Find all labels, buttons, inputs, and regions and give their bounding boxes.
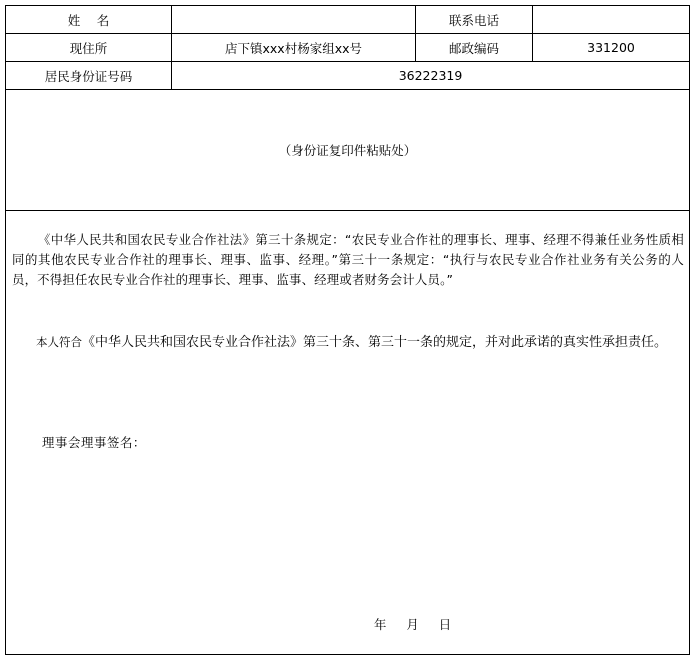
date-year-label: 年 (374, 617, 387, 632)
photo-row (6, 90, 690, 211)
commitment-prefix: 本人符合 (36, 335, 82, 349)
phone-field[interactable] (533, 6, 690, 34)
postcode-field[interactable]: 331200 (533, 34, 690, 62)
id-copy-paste-label: （身份证复印件粘贴处） (278, 143, 417, 158)
date-line (374, 615, 467, 633)
date-month-label: 月 (406, 617, 419, 632)
name-label: 姓 名 (6, 6, 172, 34)
id-copy-paste-area (6, 90, 690, 211)
id-row (6, 62, 690, 90)
phone-label: 联系电话 (416, 6, 533, 34)
law-citation-paragraph: 《中华人民共和国农民专业合作社法》第三十条规定：“农民专业合作社的理事长、理事、经理不得兼任业务性质相同的其他农民专业合作社的理事长、理事、监事、经理。”第三十一条规定：“执行与农民专业合作社业务有关公务的人员，不得担任农民专业合作社的理事长、理事、监事、经理或者财务会计人员。” (12, 232, 684, 287)
commitment-paragraph (12, 332, 684, 353)
id-label: 居民身份证号码 (6, 62, 172, 90)
address-field[interactable]: 店下镇xxx村杨家组xx号 (172, 34, 416, 62)
postcode-label: 邮政编码 (416, 34, 533, 62)
id-number-field[interactable]: 36222319 (172, 62, 690, 90)
date-day-label: 日 (438, 617, 452, 632)
statement-row (6, 211, 690, 655)
signature-label: 理事会理事签名： (42, 435, 146, 450)
commitment-text: 《中华人民共和国农民专业合作社法》第三十条、第三十一条的规定，并对此承诺的真实性承担责任。 (82, 335, 668, 350)
address-label: 现住所 (6, 34, 172, 62)
director-declaration-form (5, 5, 690, 655)
name-field[interactable] (172, 6, 416, 34)
statement-area (6, 211, 690, 655)
address-row (6, 34, 690, 62)
name-row (6, 6, 690, 34)
